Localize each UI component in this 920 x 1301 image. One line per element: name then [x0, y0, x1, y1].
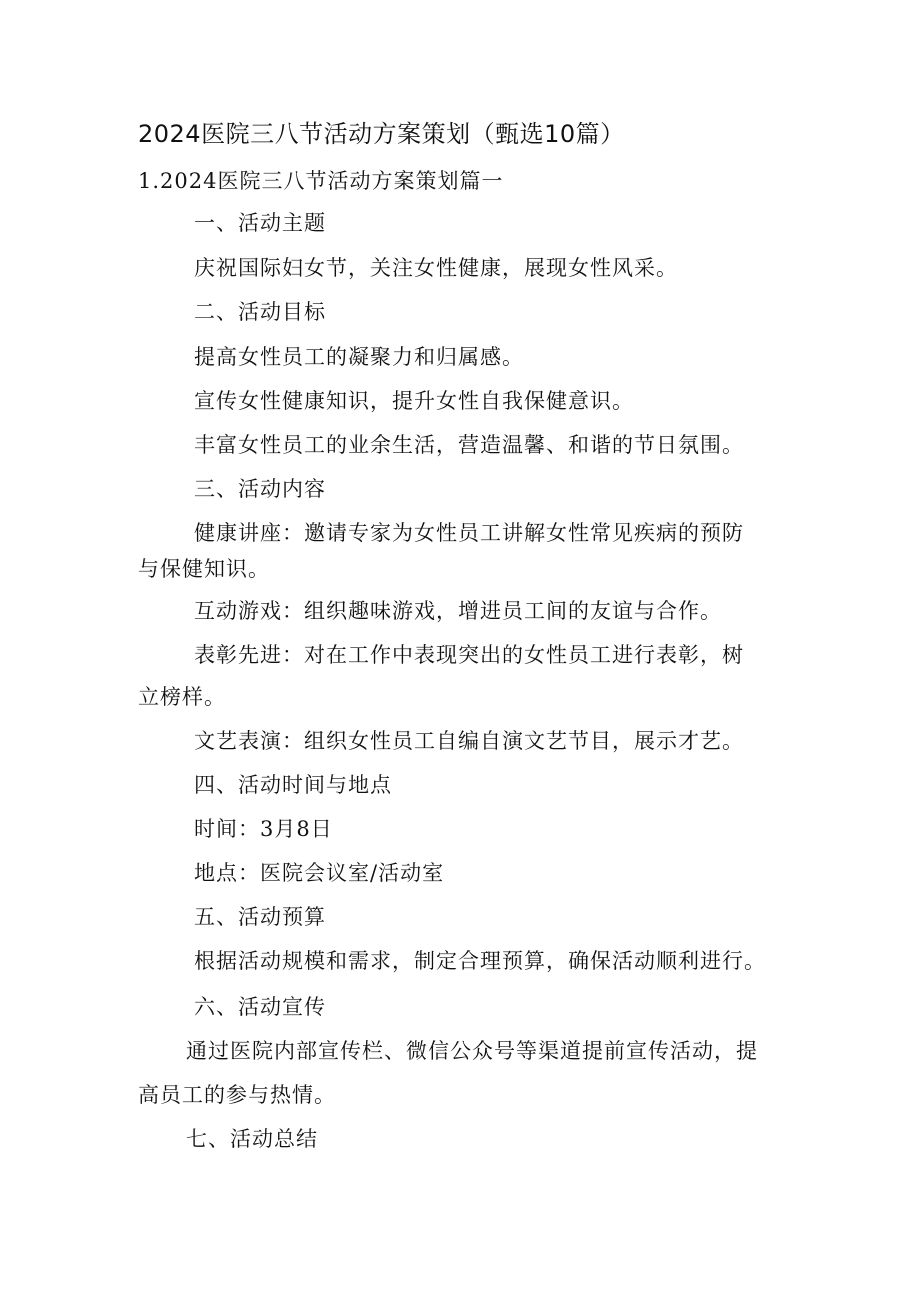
goals-heading: 二、活动目标 — [194, 300, 326, 324]
time-text: 时间：3月8日 — [194, 817, 333, 841]
goal-item: 丰富女性员工的业余生活，营造温馨、和谐的节日氛围。 — [194, 433, 744, 457]
content-item: 互动游戏：组织趣味游戏，增进员工间的友谊与合作。 — [194, 599, 722, 623]
theme-text: 庆祝国际妇女节，关注女性健康，展现女性风采。 — [194, 256, 678, 280]
content-item-line: 表彰先进：对在工作中表现突出的女性员工进行表彰，树 — [194, 643, 744, 667]
promo-line: 通过医院内部宣传栏、微信公众号等渠道提前宣传活动，提 — [186, 1039, 758, 1063]
goal-item: 提高女性员工的凝聚力和归属感。 — [194, 345, 524, 369]
goal-item: 宣传女性健康知识，提升女性自我保健意识。 — [194, 389, 634, 413]
time-place-heading: 四、活动时间与地点 — [194, 773, 392, 797]
content-item-line: 立榜样。 — [138, 685, 226, 709]
place-text: 地点：医院会议室/活动室 — [194, 861, 445, 885]
promo-heading: 六、活动宣传 — [194, 995, 326, 1019]
section-heading: 1.2024医院三八节活动方案策划篇一 — [138, 169, 504, 193]
budget-heading: 五、活动预算 — [194, 905, 326, 929]
budget-text: 根据活动规模和需求，制定合理预算，确保活动顺利进行。 — [194, 949, 766, 973]
content-item-line: 健康讲座：邀请专家为女性员工讲解女性常见疾病的预防 — [194, 521, 744, 545]
content-heading: 三、活动内容 — [194, 477, 326, 501]
promo-line: 高员工的参与热情。 — [138, 1083, 336, 1107]
theme-heading: 一、活动主题 — [194, 211, 326, 235]
document-title: 2024医院三八节活动方案策划（甄选10篇） — [138, 120, 625, 148]
content-item: 文艺表演：组织女性员工自编自演文艺节目，展示才艺。 — [194, 729, 744, 753]
summary-heading: 七、活动总结 — [186, 1127, 318, 1151]
content-item-line: 与保健知识。 — [138, 557, 270, 581]
